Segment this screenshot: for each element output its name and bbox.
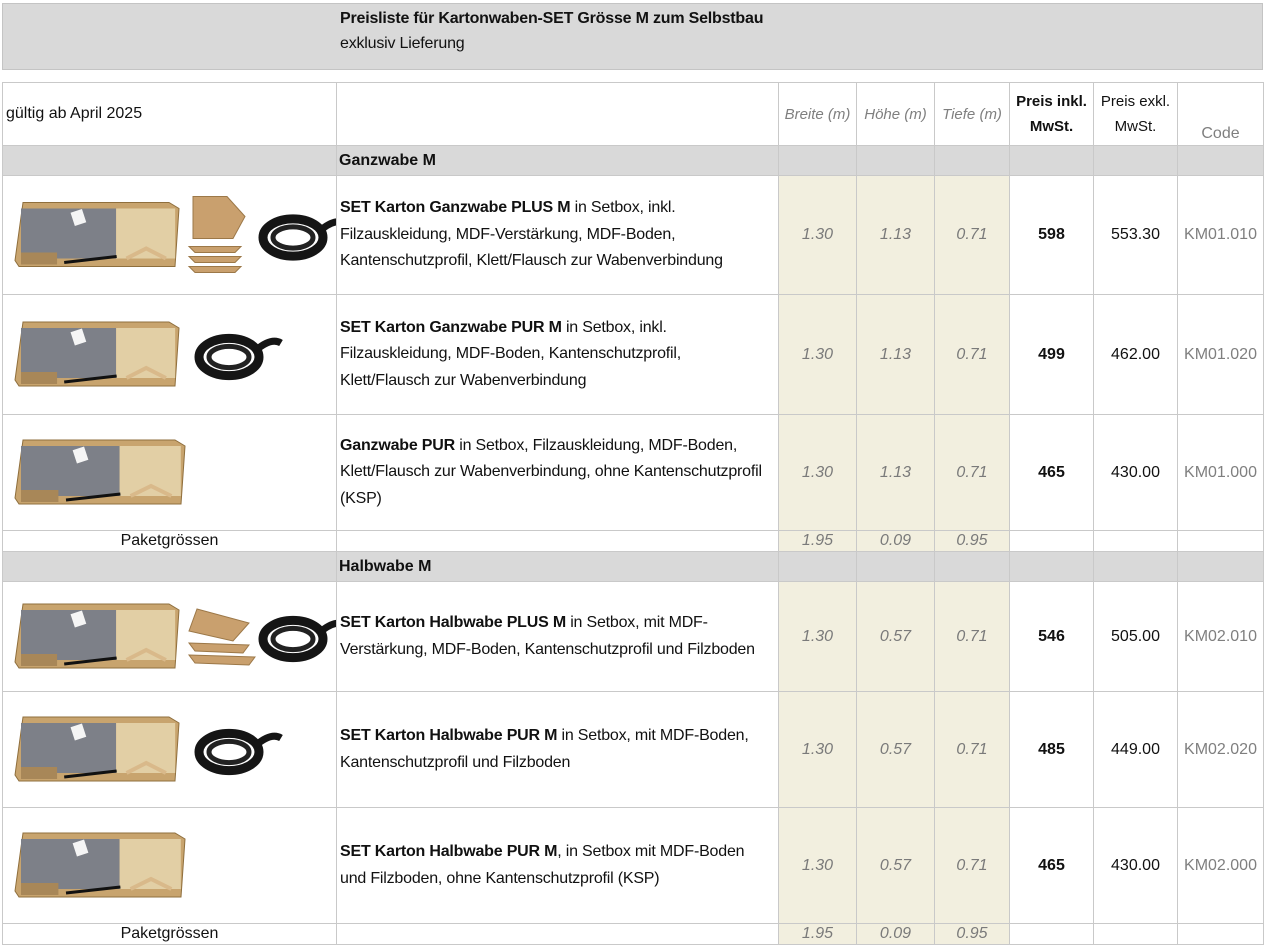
valid-from-label: gültig ab April 2025: [3, 83, 337, 146]
hoehe-value: 1.13: [857, 415, 935, 531]
hoehe-value: 1.13: [857, 176, 935, 295]
header-empty-cell: [337, 83, 779, 146]
header-hoehe: Höhe (m): [857, 83, 935, 146]
breite-value: 1.30: [779, 692, 857, 808]
product-name: SET Karton Halbwabe PUR M: [340, 727, 558, 744]
header-price-excl-line1: Preis exkl.: [1100, 93, 1171, 110]
price-incl-value: 485: [1010, 692, 1094, 808]
package-empty-cell: [1094, 924, 1178, 945]
tiefe-value: 0.71: [935, 582, 1010, 692]
product-row: [3, 176, 1264, 295]
section-empty-cell: [3, 146, 337, 176]
tiefe-value: 0.71: [935, 295, 1010, 415]
package-hoehe: 0.09: [857, 531, 935, 552]
package-size-label: Paketgrössen: [3, 924, 337, 945]
setbox-icon: [15, 203, 179, 267]
section-empty-cell: [1178, 146, 1264, 176]
price-table: [2, 82, 1264, 945]
page-title: Preisliste für Kartonwaben-SET Grösse M zum Selbstbau: [340, 10, 764, 27]
package-breite: 1.95: [779, 924, 857, 945]
product-code: KM02.020: [1178, 692, 1264, 808]
product-code: KM02.000: [1178, 808, 1264, 924]
price-incl-value: 465: [1010, 415, 1094, 531]
title-bar: [2, 3, 1263, 70]
section-title: Ganzwabe M: [337, 146, 779, 176]
product-details: in Setbox, inkl. Filzauskleidung, MDF-Boden, Kantenschutzprofil, Klett/Flausch zur Wabenverbindung: [340, 318, 681, 389]
price-excl-value: 505.00: [1094, 582, 1178, 692]
breite-value: 1.30: [779, 582, 857, 692]
package-size-row: [3, 531, 1264, 552]
header-code: Code: [1178, 83, 1264, 146]
section-empty-cell: [857, 552, 935, 582]
price-excl-value: 553.30: [1094, 176, 1178, 295]
product-name: SET Karton Ganzwabe PUR M: [340, 318, 562, 336]
package-empty-cell: [1010, 924, 1094, 945]
section-empty-cell: [1094, 552, 1178, 582]
price-incl-value: 598: [1010, 176, 1094, 295]
header-price-incl-line1: Preis inkl.: [1016, 93, 1087, 110]
package-hoehe: 0.09: [857, 924, 935, 945]
product-description: [337, 415, 779, 531]
price-excl-value: 430.00: [1094, 808, 1178, 924]
package-empty-cell: [1178, 924, 1264, 945]
product-details: in Setbox, mit MDF-Boden, Kantenschutzprofil und Filzboden: [340, 727, 749, 771]
hoehe-value: 1.13: [857, 295, 935, 415]
package-empty-cell: [1010, 531, 1094, 552]
section-empty-cell: [3, 552, 337, 582]
hoehe-value: 0.57: [857, 808, 935, 924]
table-body: [3, 146, 1264, 945]
edge-profile-roll-icon: [199, 338, 281, 375]
product-name: SET Karton Halbwabe PLUS M: [340, 614, 566, 631]
package-empty-cell: [337, 531, 779, 552]
product-description: [337, 176, 779, 295]
package-breite: 1.95: [779, 531, 857, 552]
section-empty-cell: [779, 552, 857, 582]
tiefe-value: 0.71: [935, 415, 1010, 531]
edge-profile-roll-icon: [263, 620, 337, 657]
product-row: [3, 295, 1264, 415]
product-image: [3, 808, 337, 924]
product-image: [3, 415, 337, 531]
product-name: SET Karton Halbwabe PUR M: [340, 843, 558, 860]
breite-value: 1.30: [779, 415, 857, 531]
product-description: [337, 808, 779, 924]
edge-profile-roll-icon: [263, 219, 337, 256]
product-code: KM01.010: [1178, 176, 1264, 295]
product-row: [3, 582, 1264, 692]
page-subtitle: exklusiv Lieferung: [340, 35, 465, 52]
product-code: KM01.000: [1178, 415, 1264, 531]
package-tiefe: 0.95: [935, 531, 1010, 552]
package-empty-cell: [1094, 531, 1178, 552]
breite-value: 1.30: [779, 808, 857, 924]
hoehe-value: 0.57: [857, 582, 935, 692]
setbox-icon: [15, 833, 185, 897]
section-empty-cell: [935, 552, 1010, 582]
package-empty-cell: [337, 924, 779, 945]
price-excl-value: 462.00: [1094, 295, 1178, 415]
hoehe-value: 0.57: [857, 692, 935, 808]
package-empty-cell: [1178, 531, 1264, 552]
product-description: [337, 295, 779, 415]
product-details: in Setbox, inkl. Filzauskleidung, MDF-Verstärkung, MDF-Boden, Kantenschutzprofil, Klett/Flausch zur Wabenverbindung: [340, 199, 723, 270]
mdf-panels-icon: [189, 609, 255, 665]
product-description: [337, 582, 779, 692]
product-image: [3, 176, 337, 295]
header-price-excl: [1094, 83, 1178, 146]
tiefe-value: 0.71: [935, 808, 1010, 924]
price-excl-value: 430.00: [1094, 415, 1178, 531]
product-row: [3, 692, 1264, 808]
setbox-icon: [15, 717, 179, 781]
section-header-row: [3, 552, 1264, 582]
section-empty-cell: [935, 146, 1010, 176]
product-name: Ganzwabe PUR: [340, 436, 455, 454]
product-code: KM01.020: [1178, 295, 1264, 415]
setbox-icon: [15, 322, 179, 386]
breite-value: 1.30: [779, 295, 857, 415]
tiefe-value: 0.71: [935, 692, 1010, 808]
section-empty-cell: [1010, 552, 1094, 582]
product-details: in Setbox, mit MDF-Verstärkung, MDF-Boden, Kantenschutzprofil und Filzboden: [340, 614, 755, 658]
setbox-icon: [15, 604, 179, 668]
product-name: SET Karton Ganzwabe PLUS M: [340, 199, 571, 217]
header-tiefe: Tiefe (m): [935, 83, 1010, 146]
breite-value: 1.30: [779, 176, 857, 295]
section-title: Halbwabe M: [337, 552, 779, 582]
package-tiefe: 0.95: [935, 924, 1010, 945]
mdf-panels-icon: [189, 197, 245, 273]
product-image: [3, 295, 337, 415]
price-incl-value: 465: [1010, 808, 1094, 924]
product-row: [3, 415, 1264, 531]
header-price-incl-line2: MwSt.: [1029, 118, 1074, 135]
edge-profile-roll-icon: [199, 733, 281, 770]
header-price-excl-line2: MwSt.: [1114, 118, 1157, 135]
section-header-row: [3, 146, 1264, 176]
product-code: KM02.010: [1178, 582, 1264, 692]
header-breite: Breite (m): [779, 83, 857, 146]
table-header-row: [3, 83, 1264, 146]
package-size-label: Paketgrössen: [3, 531, 337, 552]
section-empty-cell: [779, 146, 857, 176]
section-empty-cell: [1010, 146, 1094, 176]
price-incl-value: 499: [1010, 295, 1094, 415]
product-image: [3, 692, 337, 808]
price-incl-value: 546: [1010, 582, 1094, 692]
price-excl-value: 449.00: [1094, 692, 1178, 808]
package-size-row: [3, 924, 1264, 945]
tiefe-value: 0.71: [935, 176, 1010, 295]
setbox-icon: [15, 440, 185, 504]
product-details: in Setbox, Filzauskleidung, MDF-Boden, Klett/Flausch zur Wabenverbindung, ohne Kantenschutzprofil (KSP): [340, 436, 762, 507]
section-empty-cell: [1094, 146, 1178, 176]
product-image: [3, 582, 337, 692]
product-row: [3, 808, 1264, 924]
product-description: [337, 692, 779, 808]
product-details: , in Setbox mit MDF-Boden und Filzboden, ohne Kantenschutzprofil (KSP): [340, 843, 745, 887]
section-empty-cell: [857, 146, 935, 176]
section-empty-cell: [1178, 552, 1264, 582]
header-price-incl: [1010, 83, 1094, 146]
